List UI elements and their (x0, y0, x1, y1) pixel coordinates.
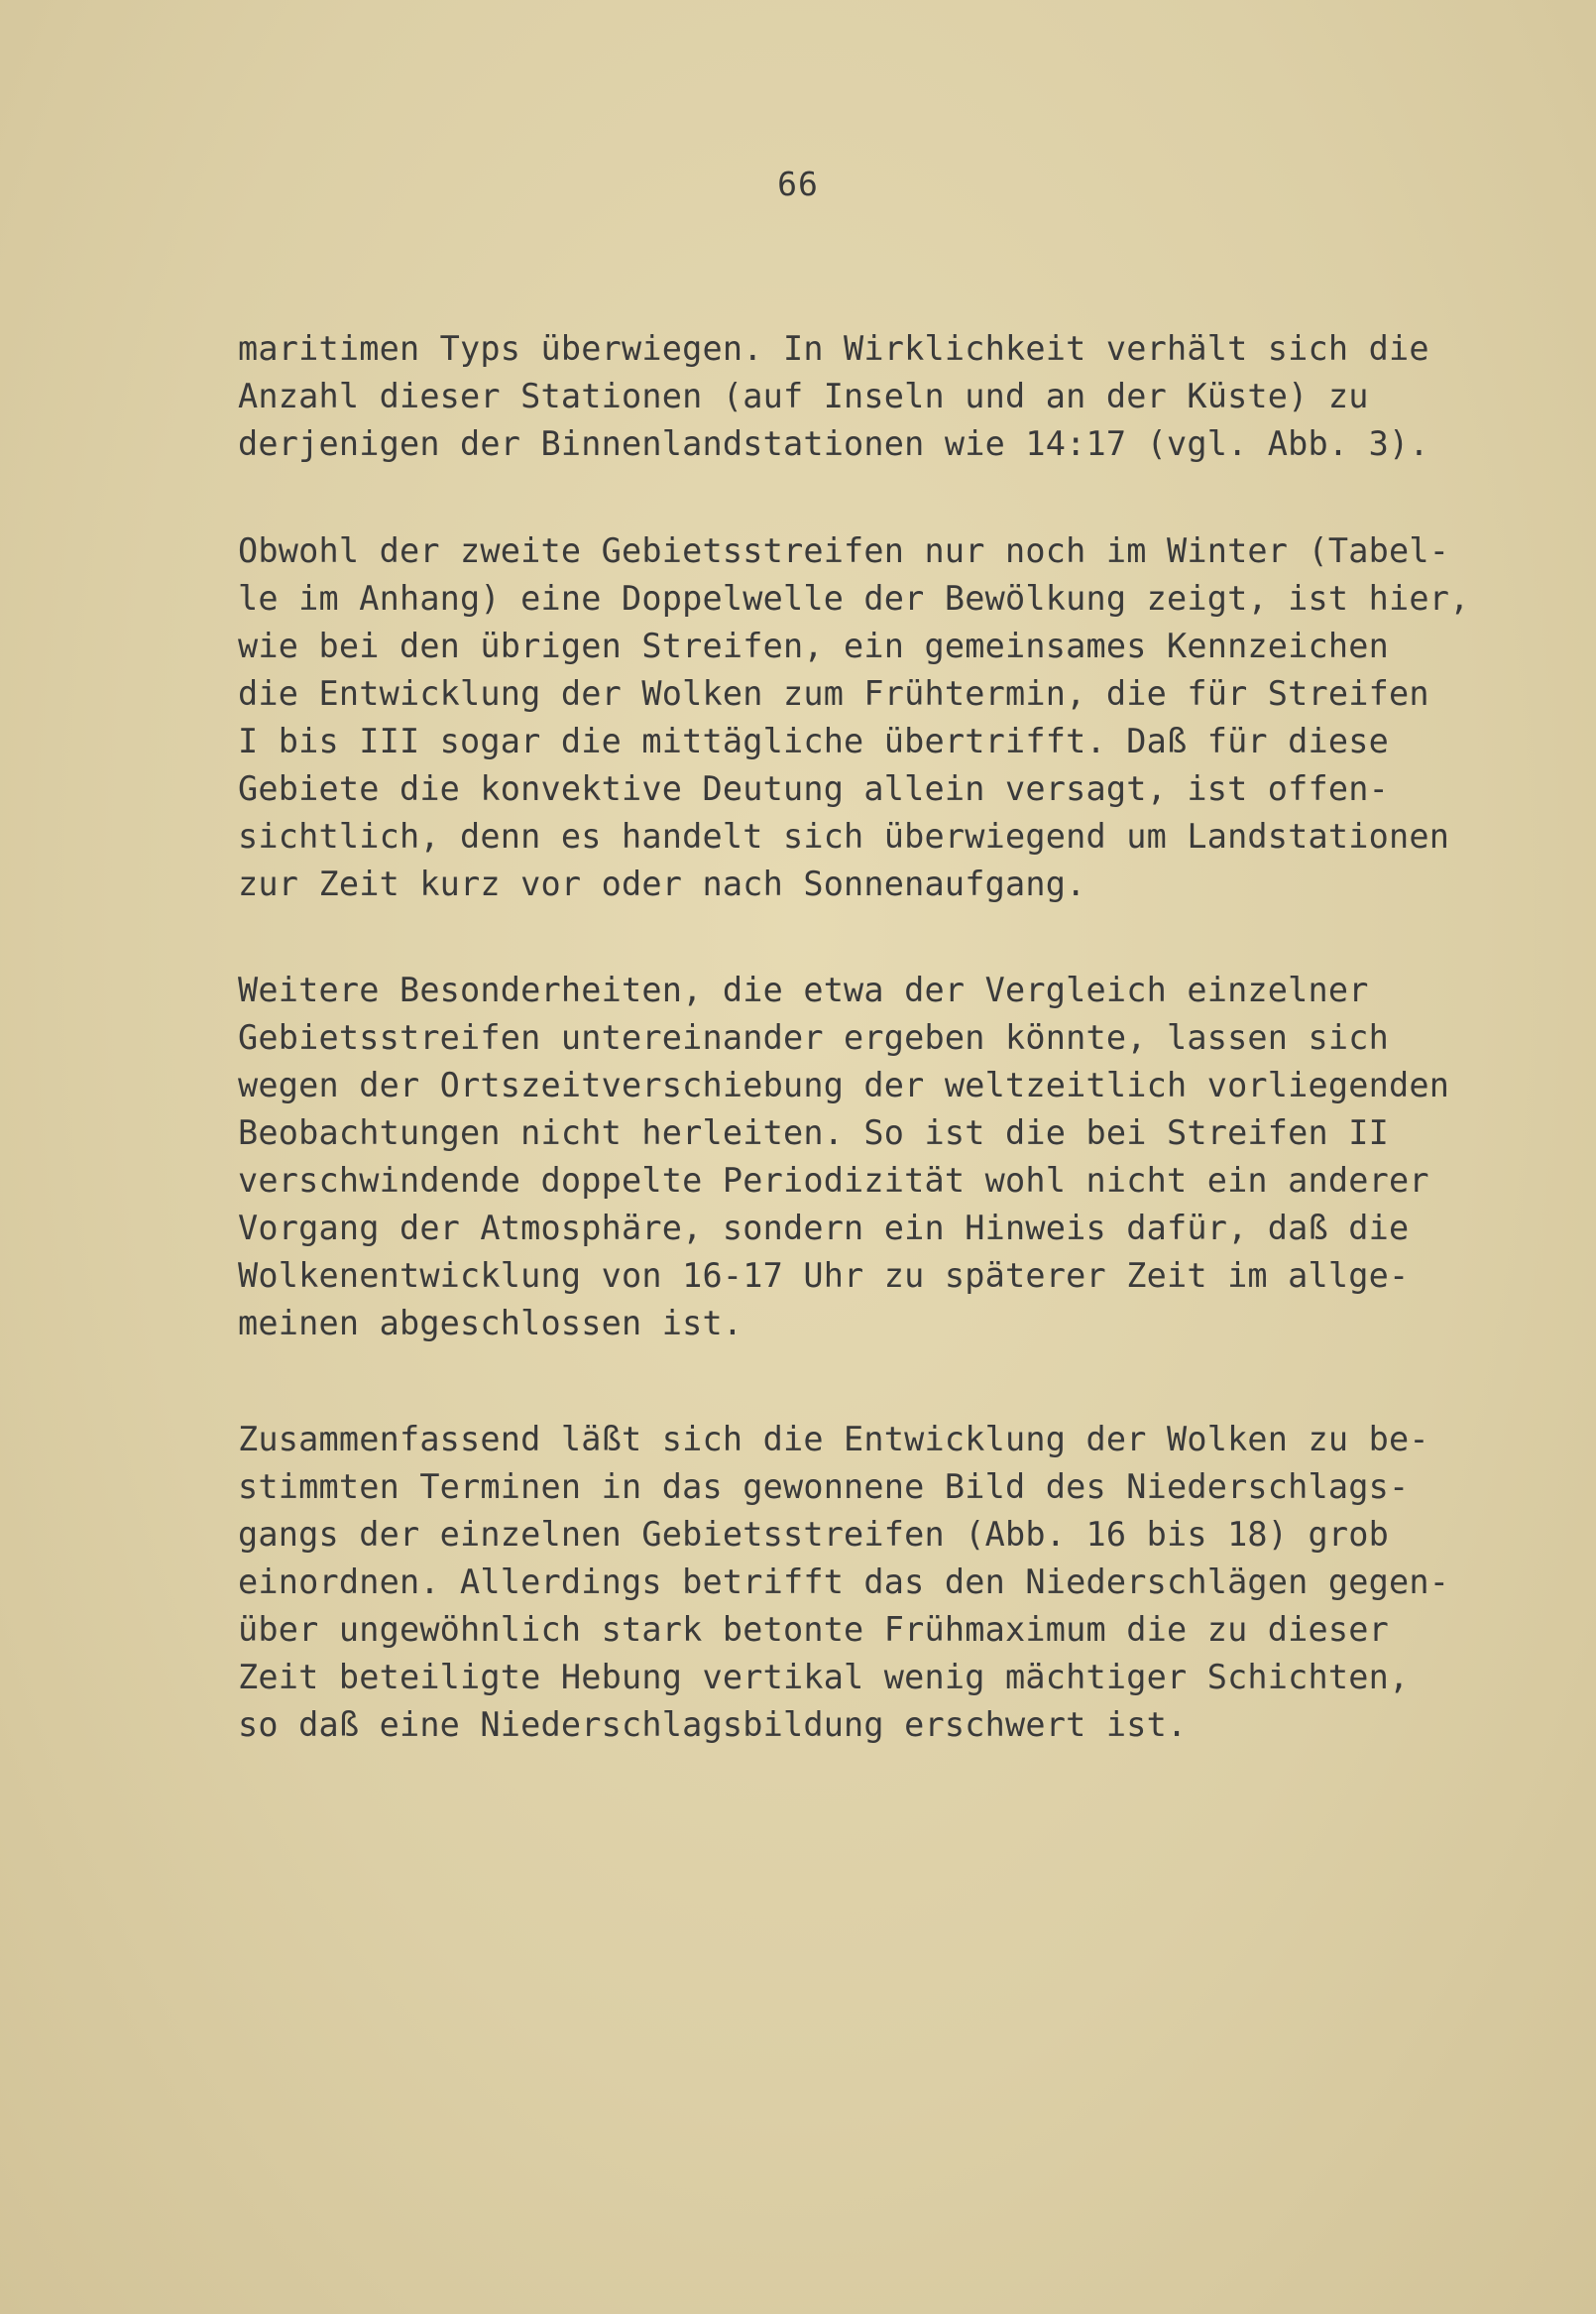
text-line: meinen abgeschlossen ist. (238, 1304, 743, 1342)
paragraph-4 (238, 1416, 1487, 1749)
text-line: Obwohl der zweite Gebietsstreifen nur noch im Winter (Tabel- (238, 531, 1450, 570)
paragraph-1 (238, 325, 1487, 468)
text-line: Gebietsstreifen untereinander ergeben könnte, lassen sich (238, 1018, 1390, 1057)
text-line: die Entwicklung der Wolken zum Frühtermin, die für Streifen (238, 674, 1429, 713)
text-line: verschwindende doppelte Periodizität wohl nicht ein anderer (238, 1161, 1429, 1200)
text-line: Zusammenfassend läßt sich die Entwicklung der Wolken zu be- (238, 1420, 1429, 1458)
text-line: einordnen. Allerdings betrifft das den Niederschlägen gegen- (238, 1562, 1450, 1601)
text-line: Beobachtungen nicht herleiten. So ist die bei Streifen II (238, 1113, 1390, 1152)
text-line: wegen der Ortszeitverschiebung der weltzeitlich vorliegenden (238, 1066, 1450, 1104)
text-line: so daß eine Niederschlagsbildung erschwert ist. (238, 1705, 1188, 1744)
text-line: wie bei den übrigen Streifen, ein gemeinsames Kennzeichen (238, 627, 1390, 665)
text-line: maritimen Typs überwiegen. In Wirklichkeit verhält sich die (238, 329, 1429, 368)
text-line: Anzahl dieser Stationen (auf Inseln und an der Küste) zu (238, 377, 1369, 415)
text-line: über ungewöhnlich stark betonte Frühmaximum die zu dieser (238, 1610, 1390, 1649)
paragraph-2 (238, 527, 1487, 908)
text-line: Wolkenentwicklung von 16-17 Uhr zu späterer Zeit im allge- (238, 1256, 1410, 1295)
text-line: Gebiete die konvektive Deutung allein versagt, ist offen- (238, 769, 1390, 808)
text-line: gangs der einzelnen Gebietsstreifen (Abb. 16 bis 18) grob (238, 1515, 1390, 1554)
paragraph-3 (238, 967, 1487, 1347)
text-line: sichtlich, denn es handelt sich überwiegend um Landstationen (238, 817, 1450, 856)
text-line: derjenigen der Binnenlandstationen wie 14:17 (vgl. Abb. 3). (238, 424, 1429, 463)
text-line: zur Zeit kurz vor oder nach Sonnenaufgang. (238, 865, 1086, 903)
text-line: I bis III sogar die mittägliche übertrifft. Daß für diese (238, 722, 1390, 760)
text-line: Zeit beteiligte Hebung vertikal wenig mächtiger Schichten, (238, 1658, 1410, 1696)
text-line: Vorgang der Atmosphäre, sondern ein Hinweis dafür, daß die (238, 1209, 1410, 1247)
text-line: le im Anhang) eine Doppelwelle der Bewölkung zeigt, ist hier, (238, 579, 1470, 618)
page-number: 66 (777, 165, 819, 203)
text-line: stimmten Terminen in das gewonnene Bild des Niederschlags- (238, 1467, 1410, 1506)
text-line: Weitere Besonderheiten, die etwa der Vergleich einzelner (238, 971, 1369, 1009)
